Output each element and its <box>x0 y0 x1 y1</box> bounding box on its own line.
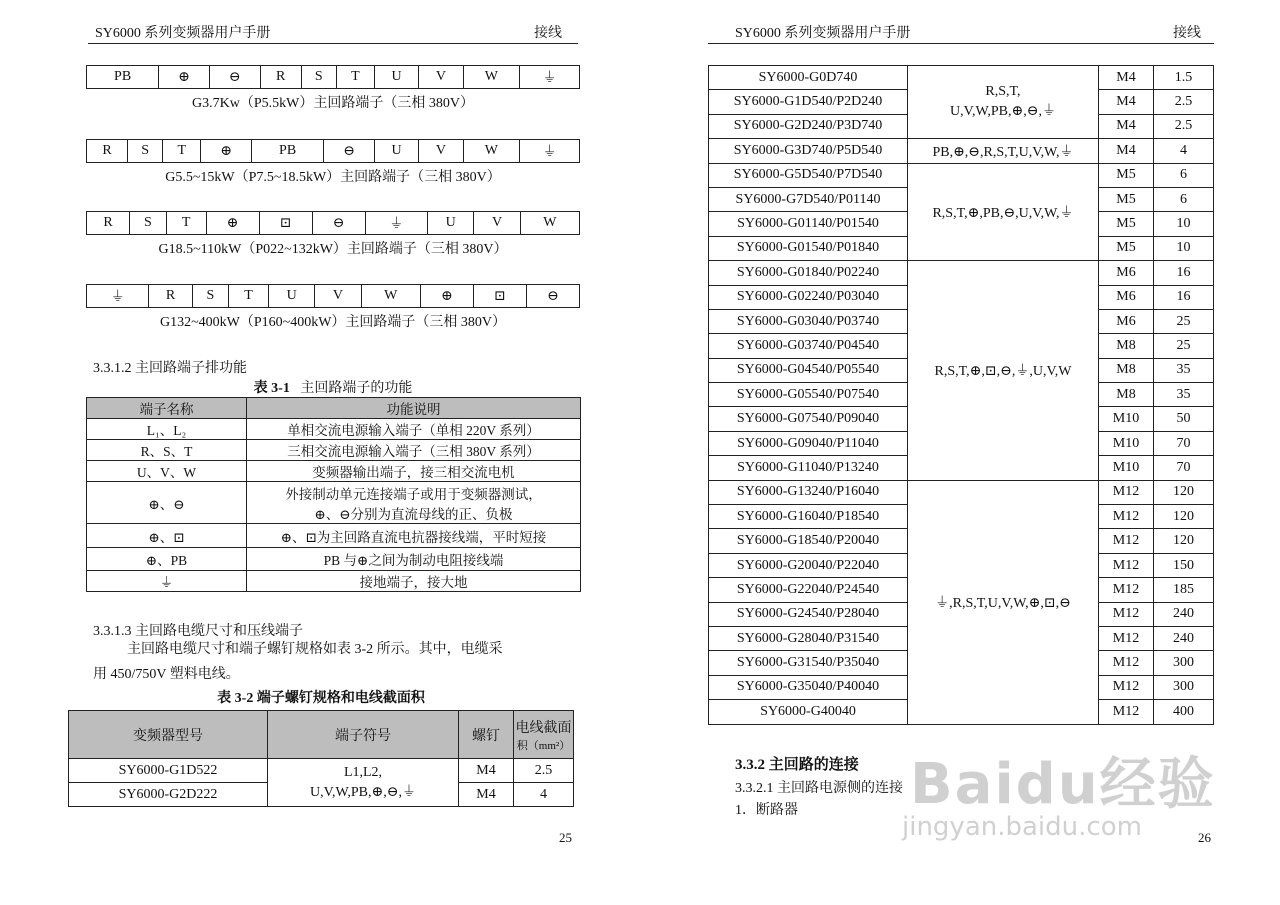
strip-2-caption: G5.5~15kW（P7.5~18.5kW）主回路端子（三相 380V） <box>165 170 501 185</box>
strip-3-caption: G18.5~110kW（P022~132kW）主回路端子（三相 380V） <box>158 242 508 257</box>
table-row <box>87 419 581 440</box>
area-cell: 400 <box>1154 700 1214 724</box>
symbol-line1: L1,L2, <box>343 764 383 780</box>
screw-cell: M12 <box>1099 700 1154 724</box>
terminal-cell: PB <box>87 66 159 89</box>
terminal-cell: S <box>130 212 167 235</box>
right-page <box>640 0 1280 905</box>
terminal-cell: ⊕ <box>206 212 259 235</box>
model-cell: SY6000-G31540/P35040 <box>709 651 908 675</box>
table-row <box>709 163 1214 187</box>
table-3-2-caption: 表 3-2 端子螺钉规格和电线截面积 <box>217 691 425 706</box>
terminal-cell: U <box>428 212 474 235</box>
table-3-1-header-name: 端子名称 <box>87 398 247 419</box>
section-3312-heading: 3.3.1.2 主回路端子排功能 <box>93 361 247 376</box>
page-number-right: 26 <box>1198 830 1211 845</box>
screw-cell: M5 <box>1099 212 1154 236</box>
area-cell: 1.5 <box>1154 66 1214 90</box>
terminal-cell: U <box>268 285 314 308</box>
screw-cell: M12 <box>1099 602 1154 626</box>
terminal-cell: W <box>520 212 579 235</box>
terminal-name: ⊕、⊖ <box>87 482 247 524</box>
strip-1-caption: G3.7Kw（P5.5kW）主回路端子（三相 380V） <box>192 96 474 111</box>
terminal-cell: ⏚ <box>365 212 427 235</box>
terminal-cell: V <box>419 66 463 89</box>
terminal-name: ⏚ <box>87 571 247 592</box>
terminal-cell: ⊖ <box>324 140 375 163</box>
model-cell: SY6000-G09040/P11040 <box>709 431 908 455</box>
table-3-2-header-area <box>514 711 574 759</box>
model-cell: SY6000-G35040/P40040 <box>709 675 908 699</box>
area-cell: 35 <box>1154 358 1214 382</box>
area-cell: 16 <box>1154 285 1214 309</box>
terminal-cell: W <box>463 140 520 163</box>
model-cell: SY6000-G2D222 <box>69 783 268 807</box>
area-cell: 16 <box>1154 261 1214 285</box>
screw-cell: M10 <box>1099 456 1154 480</box>
strip-4-caption: G132~400kW（P160~400kW）主回路端子（三相 380V） <box>159 315 507 330</box>
area-cell: 300 <box>1154 675 1214 699</box>
symbol-line1: R,S,T, <box>985 84 1021 100</box>
terminal-cell: T <box>336 66 374 89</box>
screw-cell: M4 <box>459 783 514 807</box>
model-cell: SY6000-G03740/P04540 <box>709 334 908 358</box>
model-cell: SY6000-G28040/P31540 <box>709 626 908 650</box>
table-3-1 <box>86 397 581 592</box>
terminal-strip-4 <box>86 284 580 308</box>
terminal-cell: R <box>149 285 192 308</box>
terminal-cell: ⊡ <box>259 212 312 235</box>
model-cell: SY6000-G04540/P05540 <box>709 358 908 382</box>
table-3-1-header-desc: 功能说明 <box>247 398 581 419</box>
terminal-cell: ⏚ <box>520 66 580 89</box>
model-cell: SY6000-G1D522 <box>69 759 268 783</box>
model-cell: SY6000-G24540/P28040 <box>709 602 908 626</box>
screw-cell: M8 <box>1099 334 1154 358</box>
area-cell: 25 <box>1154 334 1214 358</box>
terminal-desc-line1: 外接制动单元连接端子或用于变频器测试， <box>285 486 542 502</box>
table-3-1-caption <box>86 377 580 397</box>
terminal-desc: PB 与⊕之间为制动电阻接线端 <box>247 548 581 571</box>
screw-cell: M4 <box>459 759 514 783</box>
table-row <box>709 480 1214 504</box>
symbol-line2: U,V,W,PB,⊕,⊖,⏚ <box>310 784 416 800</box>
screw-cell: M12 <box>1099 675 1154 699</box>
table-row <box>87 524 581 548</box>
terminal-name: ⊕、⊡ <box>87 524 247 548</box>
screw-cell: M4 <box>1099 90 1154 114</box>
header-title: SY6000 系列变频器用户手册 <box>735 26 911 41</box>
area-cell: 120 <box>1154 505 1214 529</box>
header-rule <box>88 43 578 44</box>
model-cell: SY6000-G01840/P02240 <box>709 261 908 285</box>
terminal-cell: ⏚ <box>520 140 580 163</box>
model-cell: SY6000-G20040/P22040 <box>709 553 908 577</box>
terminal-cell: ⊕ <box>159 66 210 89</box>
area-cell: 240 <box>1154 626 1214 650</box>
table-row <box>87 440 581 461</box>
terminal-desc: 三相交流电源输入端子（三相 380V 系列） <box>247 440 581 461</box>
terminal-desc: 单相交流电源输入端子（单相 220V 系列） <box>247 419 581 440</box>
terminal-desc: ⊕、⊡为主回路直流电抗器接线端，平时短接 <box>247 524 581 548</box>
header-rule <box>708 43 1214 44</box>
symbol-cell <box>268 759 459 807</box>
terminal-desc-line2: ⊕、⊖分别为直流母线的正、负极 <box>314 506 513 522</box>
terminal-name: ⊕、PB <box>87 548 247 571</box>
section-332-heading: 3.3.2 主回路的连接 <box>735 757 859 773</box>
area-cell: 70 <box>1154 456 1214 480</box>
table-row <box>709 139 1214 163</box>
terminal-cell: ⏚ <box>87 285 149 308</box>
model-cell: SY6000-G18540/P20040 <box>709 529 908 553</box>
terminal-cell: R <box>87 212 130 235</box>
header-section: 接线 <box>534 26 562 41</box>
screw-cell: M12 <box>1099 578 1154 602</box>
screw-cell: M6 <box>1099 309 1154 333</box>
model-cell: SY6000-G02240/P03040 <box>709 285 908 309</box>
watermark-url: jingyan.baidu.com <box>902 812 1142 842</box>
screw-cell: M12 <box>1099 529 1154 553</box>
area-cell: 185 <box>1154 578 1214 602</box>
screw-cell: M5 <box>1099 236 1154 260</box>
screw-cell: M5 <box>1099 163 1154 187</box>
model-cell: SY6000-G13240/P16040 <box>709 480 908 504</box>
table-3-2-header-symbol: 端子符号 <box>268 711 459 759</box>
terminal-cell: S <box>128 140 163 163</box>
terminal-cell: W <box>463 66 520 89</box>
terminal-cell: W <box>361 285 420 308</box>
watermark-logo: Baidu经验 <box>910 752 1216 817</box>
section-3321-heading: 3.3.2.1 主回路电源侧的连接 <box>735 781 903 796</box>
terminal-cell: V <box>474 212 520 235</box>
terminal-cell: ⊖ <box>209 66 260 89</box>
screw-cell: M6 <box>1099 285 1154 309</box>
header-section: 接线 <box>1173 26 1201 41</box>
table-3-2-header-area-line2: 积（mm²） <box>516 739 571 752</box>
table-3-2-header-model: 变频器型号 <box>69 711 268 759</box>
terminal-cell: ⊖ <box>526 285 579 308</box>
table-3-2-header-screw: 螺钉 <box>459 711 514 759</box>
table-3-2-header-area-line1: 电线截面 <box>515 720 572 736</box>
terminal-name: U、V、W <box>87 461 247 482</box>
terminal-cell: S <box>192 285 229 308</box>
table-row <box>709 66 1214 90</box>
area-cell: 4 <box>514 783 574 807</box>
area-cell: 120 <box>1154 480 1214 504</box>
paragraph-line2: 用 450/750V 塑料电线。 <box>93 667 240 682</box>
table-row <box>87 571 581 592</box>
area-cell: 10 <box>1154 212 1214 236</box>
symbol-cell: ⏚,R,S,T,U,V,W,⊕,⊡,⊖ <box>908 480 1099 724</box>
model-cell: SY6000-G07540/P09040 <box>709 407 908 431</box>
area-cell: 70 <box>1154 431 1214 455</box>
area-cell: 25 <box>1154 309 1214 333</box>
model-cell: SY6000-G1D540/P2D240 <box>709 90 908 114</box>
table-row <box>87 548 581 571</box>
terminal-name: L₁、L₂ <box>87 419 247 440</box>
terminal-cell: T <box>166 212 206 235</box>
terminal-cell: ⊡ <box>473 285 526 308</box>
screw-cell: M12 <box>1099 505 1154 529</box>
area-cell: 35 <box>1154 383 1214 407</box>
area-cell: 2.5 <box>1154 90 1214 114</box>
terminal-strip-2 <box>86 139 580 163</box>
model-cell: SY6000-G01140/P01540 <box>709 212 908 236</box>
page-number-left: 25 <box>559 830 572 845</box>
model-cell: SY6000-G22040/P24540 <box>709 578 908 602</box>
model-cell: SY6000-G03040/P03740 <box>709 309 908 333</box>
table-3-1-title: 主回路端子的功能 <box>300 381 413 396</box>
terminal-strip-3 <box>86 211 580 235</box>
model-cell: SY6000-G40040 <box>709 700 908 724</box>
screw-cell: M8 <box>1099 383 1154 407</box>
table-3-2-continued <box>708 65 1214 725</box>
terminal-cell: U <box>374 66 418 89</box>
symbol-cell <box>908 66 1099 139</box>
terminal-cell: U <box>374 140 418 163</box>
model-cell: SY6000-G0D740 <box>709 66 908 90</box>
terminal-cell: ⊕ <box>201 140 252 163</box>
area-cell: 2.5 <box>1154 114 1214 138</box>
header-title: SY6000 系列变频器用户手册 <box>95 26 271 41</box>
model-cell: SY6000-G16040/P18540 <box>709 505 908 529</box>
screw-cell: M4 <box>1099 139 1154 163</box>
model-cell: SY6000-G01540/P01840 <box>709 236 908 260</box>
screw-cell: M12 <box>1099 480 1154 504</box>
screw-cell: M8 <box>1099 358 1154 382</box>
terminal-desc <box>247 482 581 524</box>
model-cell: SY6000-G11040/P13240 <box>709 456 908 480</box>
terminal-cell: R <box>260 66 301 89</box>
table-row <box>87 461 581 482</box>
symbol-line2: U,V,W,PB,⊕,⊖,⏚ <box>950 104 1056 120</box>
terminal-cell: S <box>301 66 336 89</box>
terminal-cell: T <box>229 285 269 308</box>
area-cell: 150 <box>1154 553 1214 577</box>
symbol-cell: PB,⊕,⊖,R,S,T,U,V,W,⏚ <box>908 139 1099 163</box>
area-cell: 300 <box>1154 651 1214 675</box>
screw-cell: M6 <box>1099 261 1154 285</box>
area-cell: 120 <box>1154 529 1214 553</box>
area-cell: 6 <box>1154 163 1214 187</box>
area-cell: 6 <box>1154 187 1214 211</box>
symbol-cell: R,S,T,⊕,PB,⊖,U,V,W,⏚ <box>908 163 1099 261</box>
terminal-name: R、S、T <box>87 440 247 461</box>
terminal-strip-1 <box>86 65 580 89</box>
table-3-1-number: 表 3-1 <box>253 381 290 396</box>
terminal-cell: V <box>315 285 361 308</box>
terminal-cell: ⊕ <box>420 285 473 308</box>
screw-cell: M12 <box>1099 651 1154 675</box>
screw-cell: M4 <box>1099 66 1154 90</box>
terminal-desc: 接地端子，接大地 <box>247 571 581 592</box>
table-row <box>709 261 1214 285</box>
table-3-2-left <box>68 710 574 807</box>
area-cell: 4 <box>1154 139 1214 163</box>
model-cell: SY6000-G2D240/P3D740 <box>709 114 908 138</box>
model-cell: SY6000-G7D540/P01140 <box>709 187 908 211</box>
table-row <box>87 482 581 524</box>
paragraph-line1: 主回路电缆尺寸和端子螺钉规格如表 3-2 所示。其中，电缆采 <box>127 642 503 657</box>
screw-cell: M12 <box>1099 553 1154 577</box>
area-cell: 240 <box>1154 602 1214 626</box>
section-3313-heading: 3.3.1.3 主回路电缆尺寸和压线端子 <box>93 624 303 639</box>
screw-cell: M5 <box>1099 187 1154 211</box>
screw-cell: M10 <box>1099 407 1154 431</box>
terminal-cell: ⊖ <box>312 212 365 235</box>
model-cell: SY6000-G3D740/P5D540 <box>709 139 908 163</box>
screw-cell: M4 <box>1099 114 1154 138</box>
terminal-cell: V <box>419 140 463 163</box>
area-cell: 2.5 <box>514 759 574 783</box>
symbol-cell: R,S,T,⊕,⊡,⊖,⏚,U,V,W <box>908 261 1099 481</box>
terminal-cell: T <box>163 140 201 163</box>
screw-cell: M10 <box>1099 431 1154 455</box>
area-cell: 10 <box>1154 236 1214 260</box>
terminal-cell: PB <box>252 140 324 163</box>
list-item-1: 1．断路器 <box>735 803 798 818</box>
model-cell: SY6000-G05540/P07540 <box>709 383 908 407</box>
terminal-desc: 变频器输出端子，接三相交流电机 <box>247 461 581 482</box>
area-cell: 50 <box>1154 407 1214 431</box>
terminal-cell: R <box>87 140 128 163</box>
screw-cell: M12 <box>1099 626 1154 650</box>
model-cell: SY6000-G5D540/P7D540 <box>709 163 908 187</box>
table-row <box>69 759 574 783</box>
